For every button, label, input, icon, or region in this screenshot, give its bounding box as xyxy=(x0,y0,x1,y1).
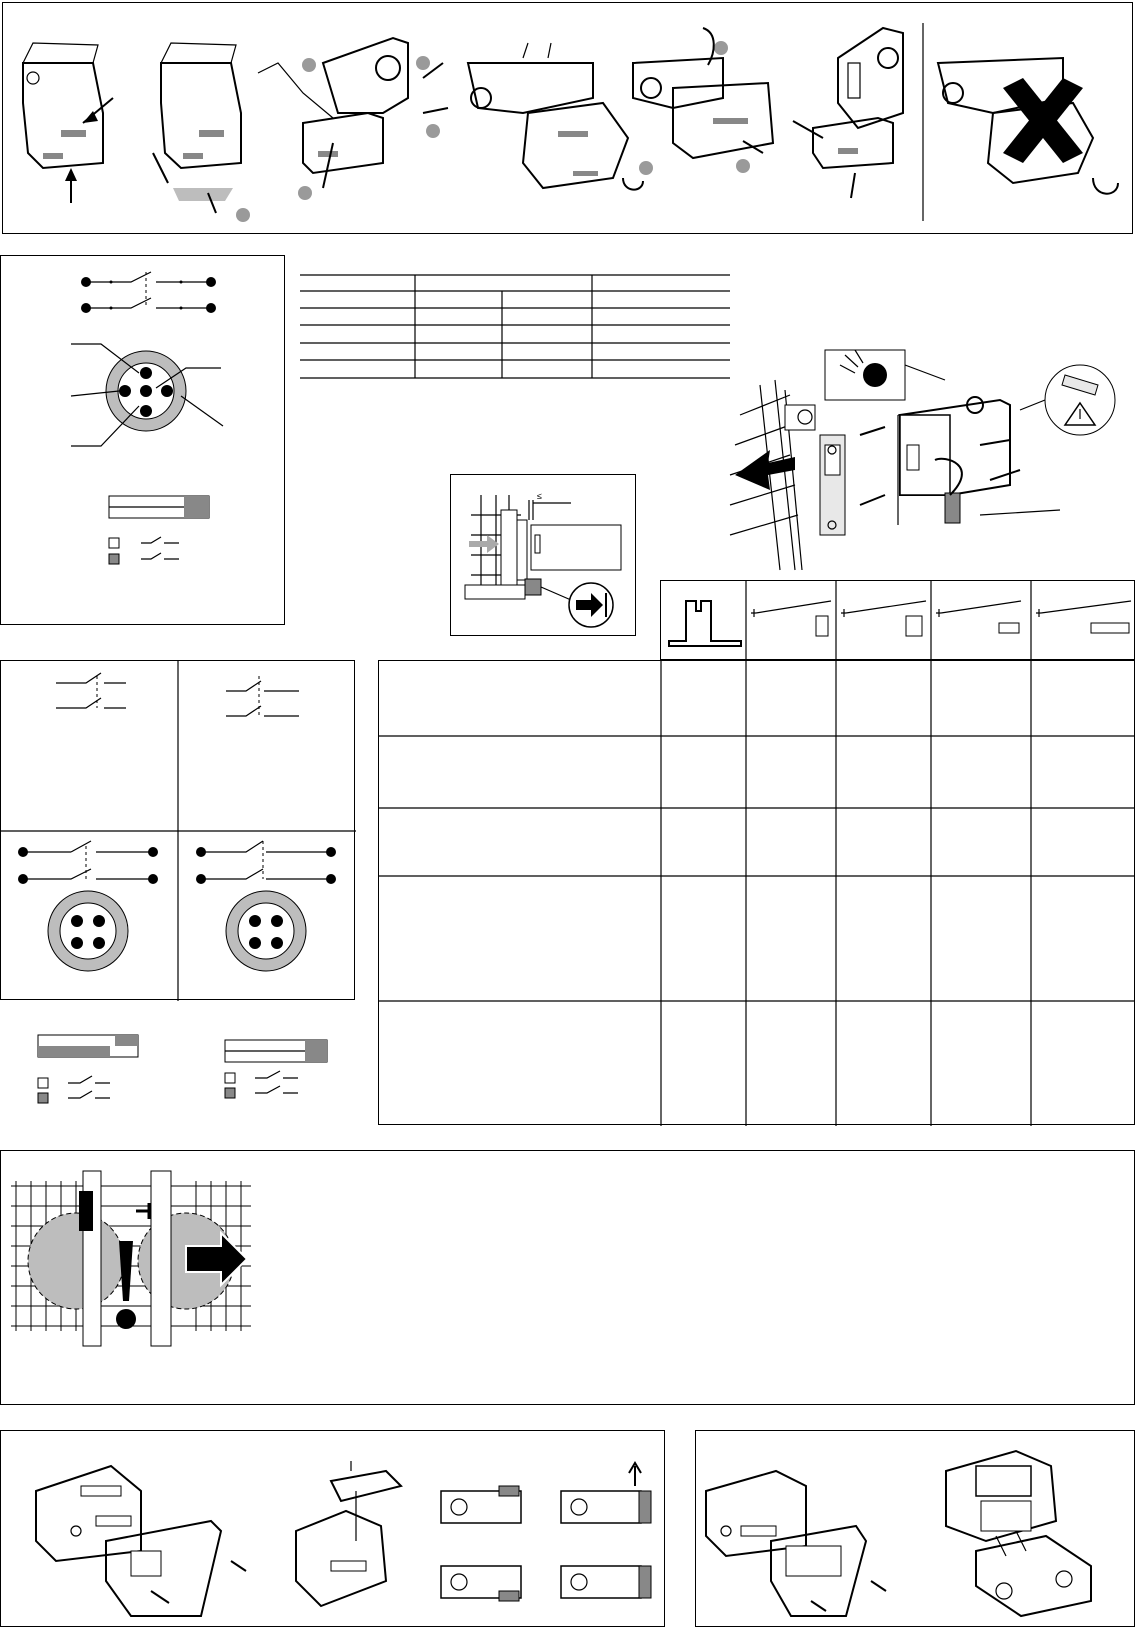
cross-x-icon xyxy=(1003,78,1083,163)
actuator-header xyxy=(660,580,1135,660)
arrow-icon xyxy=(629,1463,641,1486)
assembly-steps-panel xyxy=(2,2,1133,234)
wiring-table xyxy=(300,270,730,400)
screw-icon xyxy=(871,1581,886,1591)
connector-pinout-icon xyxy=(48,891,128,971)
spacing-symbol: ≤ xyxy=(537,491,542,501)
actuator-table xyxy=(378,660,1135,1125)
screw-icon xyxy=(990,470,1020,480)
assembly-steps-drawing xyxy=(3,3,1134,235)
screw-icon xyxy=(151,1591,169,1603)
screw-icon xyxy=(980,440,1010,445)
screw-icon xyxy=(231,1561,246,1571)
mounting-illustration xyxy=(720,345,1135,570)
actuator-position-2 xyxy=(561,1463,651,1523)
step-7-prohibited xyxy=(938,58,1118,194)
wiring-diagram xyxy=(1,256,286,626)
actuator-position-3 xyxy=(441,1566,521,1601)
arrow-icon xyxy=(469,535,499,553)
step-6-switch xyxy=(793,28,903,198)
actuator-assembly-panel xyxy=(0,1430,665,1627)
actuator-position-1 xyxy=(441,1486,521,1523)
step-3-switch xyxy=(258,38,448,200)
connector-wiring-panel xyxy=(0,255,285,625)
contact-variants xyxy=(0,660,355,1000)
switching-diagrams xyxy=(0,1030,355,1110)
screw-icon xyxy=(811,1601,826,1611)
spacing-detail-panel xyxy=(450,474,636,636)
step-5-switch xyxy=(633,28,773,173)
safety-warning-panel xyxy=(0,1150,1135,1405)
warning-triangle-icon xyxy=(1045,365,1115,435)
step-2-switch xyxy=(153,43,250,222)
screw-icon xyxy=(860,495,885,505)
connector-pinout-icon xyxy=(226,891,306,971)
step-1-switch xyxy=(23,43,113,203)
screw-icon xyxy=(860,427,885,435)
alternate-assembly-panel xyxy=(695,1430,1135,1627)
actuator-position-4 xyxy=(561,1566,651,1598)
step-4-switch xyxy=(468,43,653,190)
hazard-illustration xyxy=(1,1151,301,1351)
step-marker xyxy=(236,208,250,222)
